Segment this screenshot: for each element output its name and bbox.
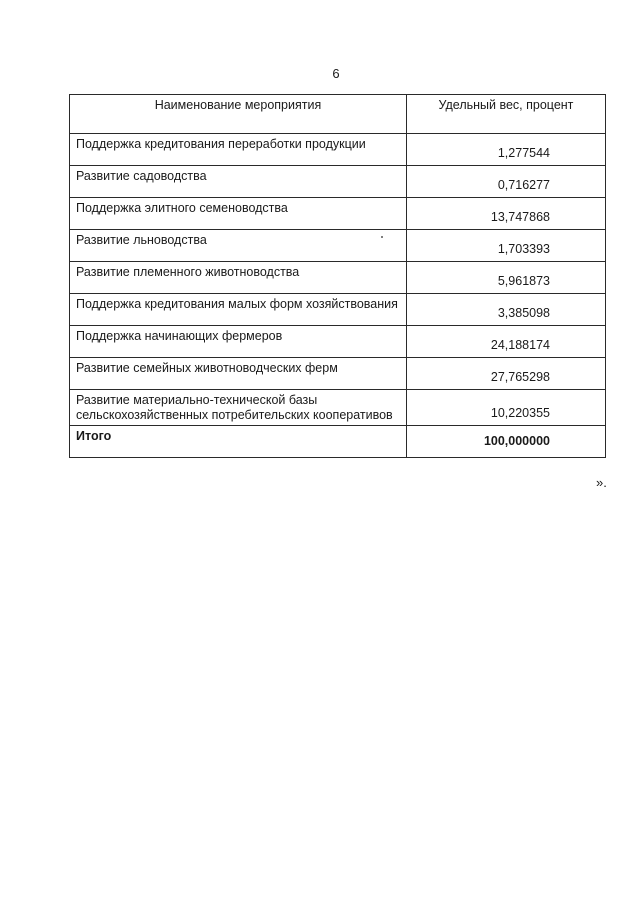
table-row xyxy=(70,262,606,294)
table-row xyxy=(70,230,606,262)
weights-table xyxy=(69,94,606,458)
row-value: 27,765298 xyxy=(406,358,605,390)
row-name: Развитие садоводства xyxy=(70,166,407,198)
row-value: 1,703393 xyxy=(406,230,605,262)
row-value: 1,277544 xyxy=(406,134,605,166)
row-value: 24,188174 xyxy=(406,326,605,358)
row-name: Развитие семейных животноводческих ферм xyxy=(70,358,407,390)
table-row xyxy=(70,358,606,390)
total-value: 100,000000 xyxy=(406,426,605,458)
table-row xyxy=(70,166,606,198)
table-header-row xyxy=(70,95,606,134)
closing-quote-mark: ». xyxy=(596,475,607,490)
table-row xyxy=(70,294,606,326)
row-value: 0,716277 xyxy=(406,166,605,198)
row-value: 3,385098 xyxy=(406,294,605,326)
table-row xyxy=(70,326,606,358)
header-value: Удельный вес, процент xyxy=(406,95,605,134)
header-name: Наименование мероприятия xyxy=(70,95,407,134)
row-name: Поддержка элитного семеноводства xyxy=(70,198,407,230)
page-number: 6 xyxy=(332,66,340,81)
row-value: 10,220355 xyxy=(406,390,605,426)
table-row xyxy=(70,390,606,426)
total-row xyxy=(70,426,606,458)
row-name: Развитие материально-технической базы сельскохозяйственных потребительских кооперативов xyxy=(70,390,407,426)
row-name: Развитие племенного животноводства xyxy=(70,262,407,294)
table-row xyxy=(70,198,606,230)
total-label: Итого xyxy=(70,426,407,458)
row-name: Поддержка кредитования малых форм хозяйствования xyxy=(70,294,407,326)
table-row xyxy=(70,134,606,166)
row-name: Развитие льноводства xyxy=(70,230,407,262)
row-value: 5,961873 xyxy=(406,262,605,294)
scan-speck xyxy=(381,236,383,238)
row-name: Поддержка начинающих фермеров xyxy=(70,326,407,358)
row-value: 13,747868 xyxy=(406,198,605,230)
row-name: Поддержка кредитования переработки продукции xyxy=(70,134,407,166)
